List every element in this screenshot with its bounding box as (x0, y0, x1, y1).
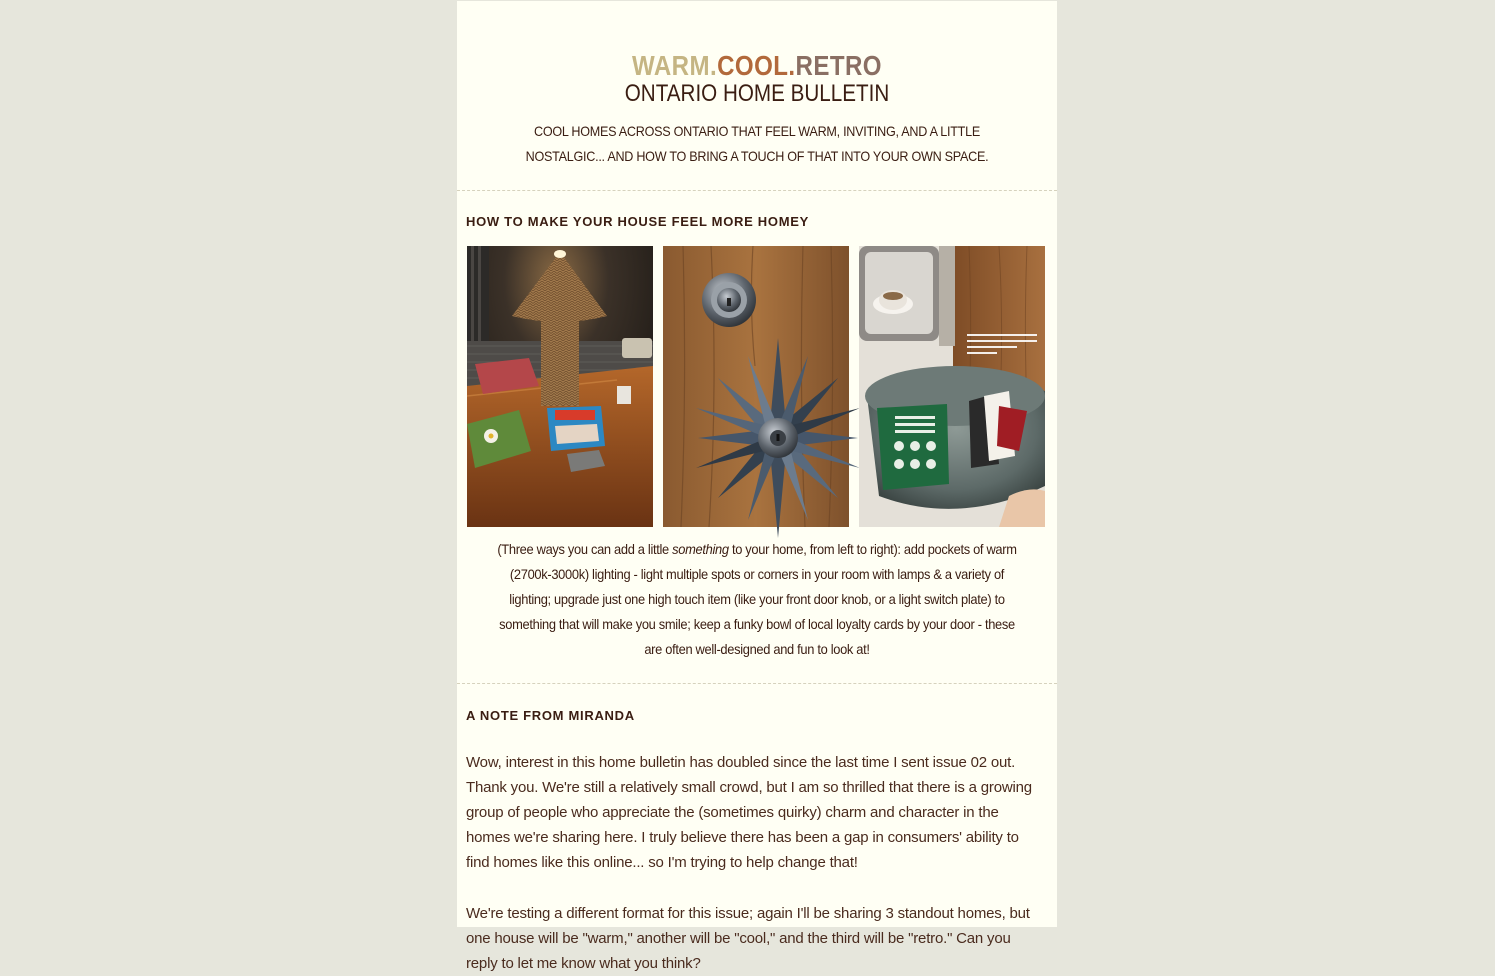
newsletter-header (457, 1, 1057, 169)
photo-loyalty-card-bowl (859, 246, 1045, 527)
photo-starburst-door-knob (663, 246, 849, 527)
caption-part-2: to your home, from left to right): add pockets of warm (2700k-3000k) lighting - light multiple spots or corners in your room with lamps & a variety of lighting; upgrade just one high touch item (like your front door knob, or a light switch plate) to something that will make you smile; keep a funky bowl of local loyalty cards by your door - these are often well-designed and fun to look at! (499, 541, 1017, 657)
brand-logo (499, 51, 1015, 81)
note-section-title: A NOTE FROM MIRANDA (466, 708, 635, 723)
section-divider (457, 190, 1057, 191)
newsletter-page (457, 1, 1057, 972)
brand-warm: WARM. (632, 50, 718, 81)
homey-section-title: HOW TO MAKE YOUR HOUSE FEEL MORE HOMEY (466, 214, 809, 229)
homey-photo-row (467, 246, 1048, 527)
note-paragraph: Wow, interest in this home bulletin has doubled since the last time I sent issue 02 out. Thank you. We're still a relatively small crowd, but I am so thrilled that there is a growing group of people who appreciate the (sometimes quirky) charm and character in the homes we're sharing here. I truly believe there has been a gap in consumers' ability to find homes like this online... so I'm trying to help change that! (466, 754, 1032, 871)
brand-cool: COOL. (717, 50, 796, 81)
newsletter-subtitle: ONTARIO HOME BULLETIN (624, 80, 890, 107)
newsletter-tagline: COOL HOMES ACROSS ONTARIO THAT FEEL WARM, INVITING, AND A LITTLE NOSTALGIC... AND HOW TO BRING A TOUCH OF THAT INTO YOUR OWN SPACE. (525, 123, 989, 164)
brand-retro: RETRO (795, 50, 882, 81)
caption-emphasis: something (672, 541, 729, 557)
photo-wicker-lamp (467, 246, 653, 527)
note-paragraph: We're testing a different format for this issue; again I'll be sharing 3 standout homes, but one house will be "warm," another will be "cool," and the third will be "retro." Can you reply to let me know what you think? (466, 905, 1030, 972)
caption-part-1: (Three ways you can add a little (497, 541, 673, 557)
homey-photo-caption (489, 537, 1024, 662)
section-divider (457, 683, 1057, 684)
